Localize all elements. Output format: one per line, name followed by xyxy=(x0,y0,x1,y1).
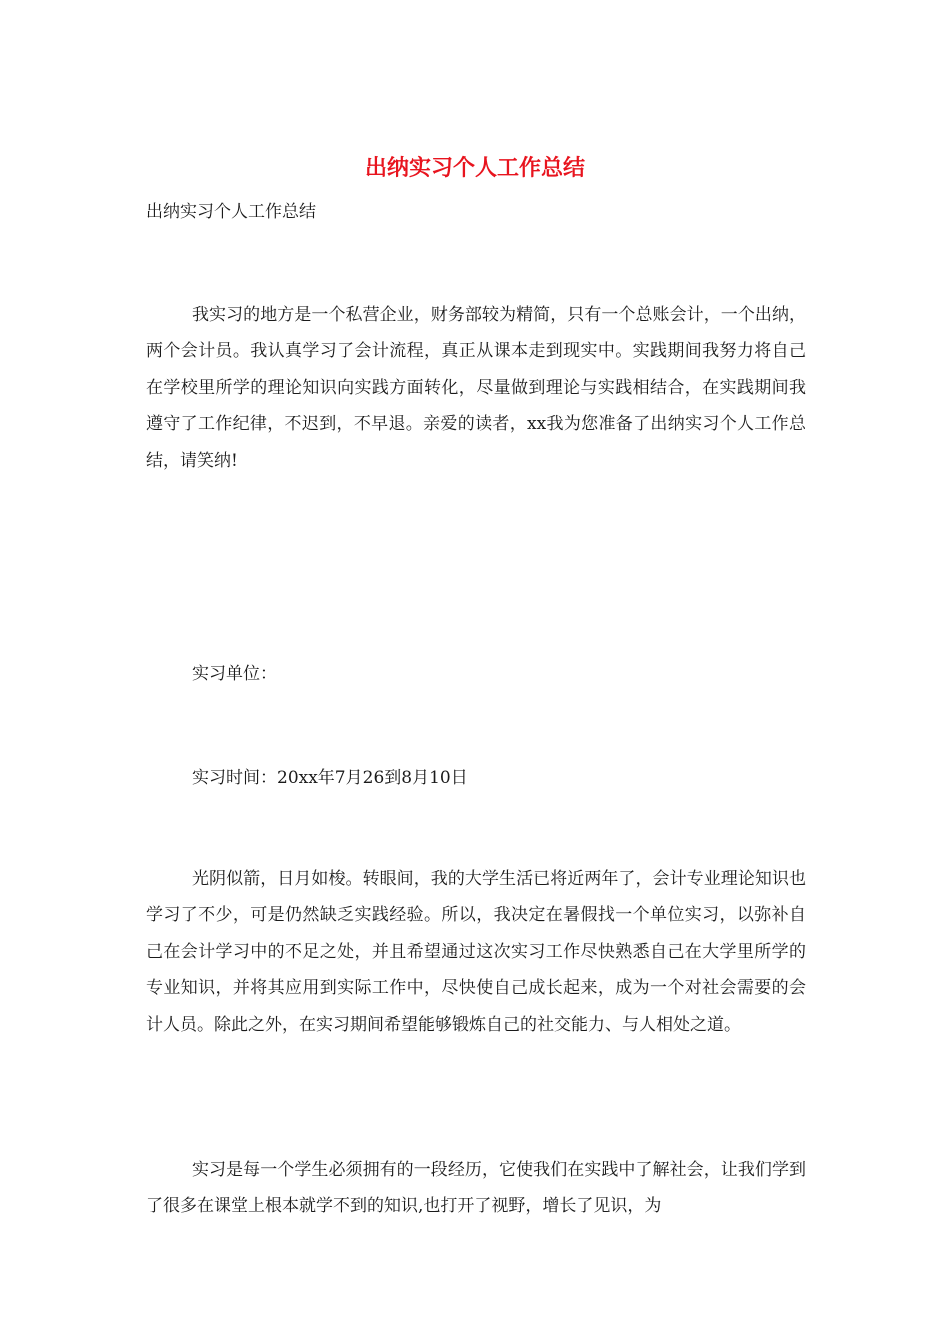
paragraph-internship-time: 实习时间：20xx年7月26到8月10日 xyxy=(192,768,468,788)
paragraph-internship-unit: 实习单位： xyxy=(192,664,277,684)
paragraph-intro: 我实习的地方是一个私营企业，财务部较为精简，只有一个总账会计，一个出纳，两个会计员。我认真学习了会计流程，真正从课本走到现实中。实践期间我努力将自己在学校里所学的理论知识向实践方面转化，尽量做到理论与实践相结合，在实践期间我遵守了工作纪律，不迟到，不早退。亲爱的读者，xx我为您准备了出纳实习个人工作总结，请笑纳! xyxy=(146,305,806,471)
paragraph-motivation: 光阴似箭，日月如梭。转眼间，我的大学生活已将近两年了，会计专业理论知识也学习了不少，可是仍然缺乏实践经验。所以，我决定在暑假找一个单位实习，以弥补自己在会计学习中的不足之处，并且希望通过这次实习工作尽快熟悉自己在大学里所学的专业知识，并将其应用到实际工作中，尽快使自己成长起来，成为一个对社会需要的会计人员。除此之外，在实习期间希望能够锻炼自己的社交能力、与人相处之道。 xyxy=(146,869,806,1035)
paragraph-experience: 实习是每一个学生必须拥有的一段经历，它使我们在实践中了解社会，让我们学到了很多在课堂上根本就学不到的知识,也打开了视野，增长了见识，为 xyxy=(146,1160,806,1217)
document-subtitle: 出纳实习个人工作总结 xyxy=(146,202,316,222)
document-title: 出纳实习个人工作总结 xyxy=(364,155,585,181)
